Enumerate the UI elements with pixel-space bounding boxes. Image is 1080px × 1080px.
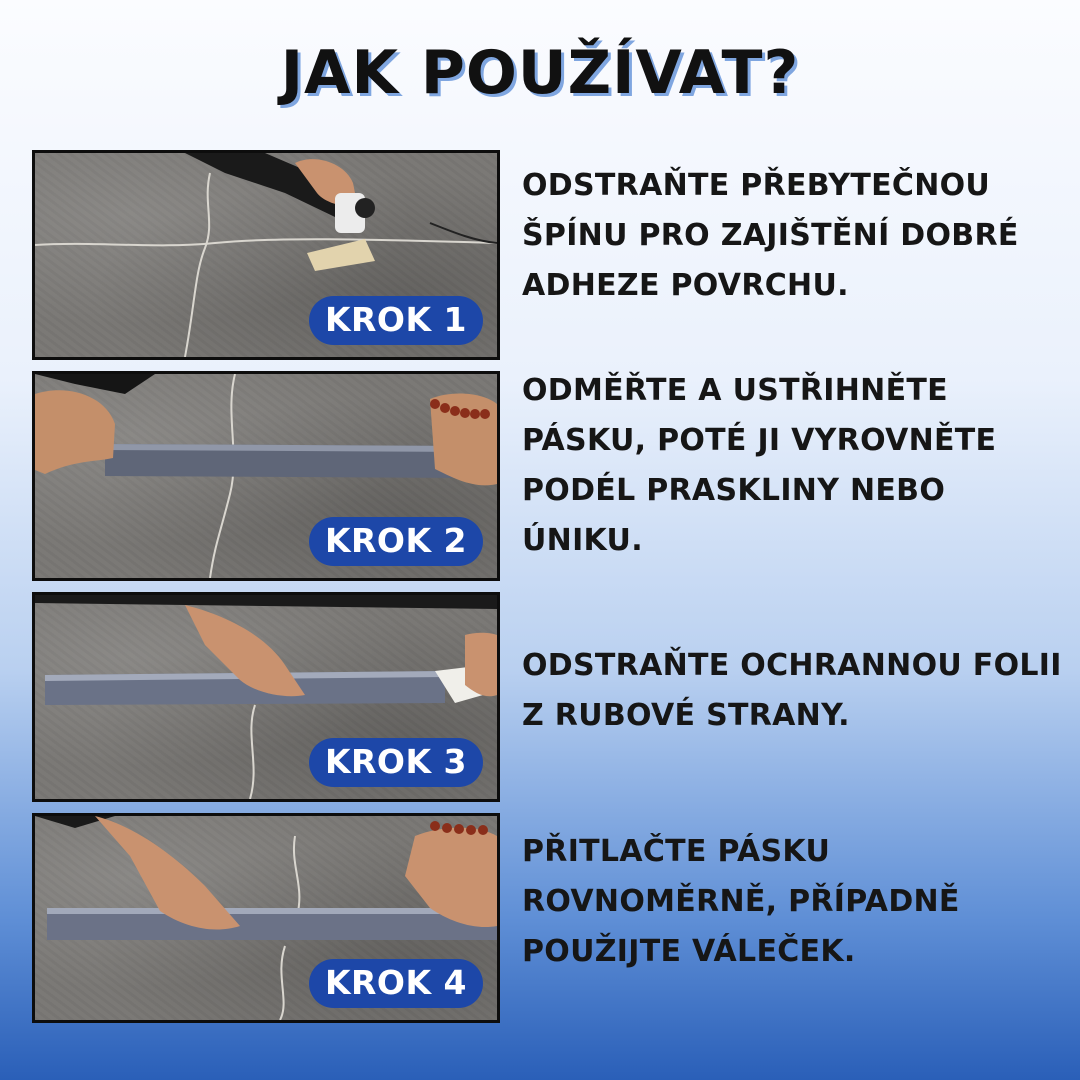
step-2-text: ODMĚŘTE A USTŘIHNĚTE PÁSKU, POTÉ JI VYROVNĚTE PODÉL PRASKLINY NEBO ÚNIKU.: [522, 373, 997, 558]
step-1-text: ODSTRAŇTE PŘEBYTEČNOU ŠPÍNU PRO ZAJIŠTĚNÍ DOBRÉ ADHEZE POVRCHU.: [522, 168, 1019, 303]
step-1-photo: [32, 150, 500, 360]
page-title: JAK POUŽÍVAT?: [280, 38, 800, 108]
step-3-text: ODSTRAŇTE OCHRANNOU FOLII Z RUBOVÉ STRANY.: [522, 648, 1062, 733]
step-4-text: PŘITLAČTE PÁSKU ROVNOMĚRNĚ, PŘÍPADNĚ POUŽIJTE VÁLEČEK.: [522, 834, 960, 969]
step-3-badge: KROK 3: [309, 738, 483, 787]
step-2-photo: [32, 371, 500, 581]
step-1-badge: KROK 1: [309, 296, 483, 345]
step-4-badge: KROK 4: [309, 959, 483, 1008]
step-2-badge: KROK 2: [309, 517, 483, 566]
step-4-photo: [32, 813, 500, 1023]
step-3-photo: [32, 592, 500, 802]
